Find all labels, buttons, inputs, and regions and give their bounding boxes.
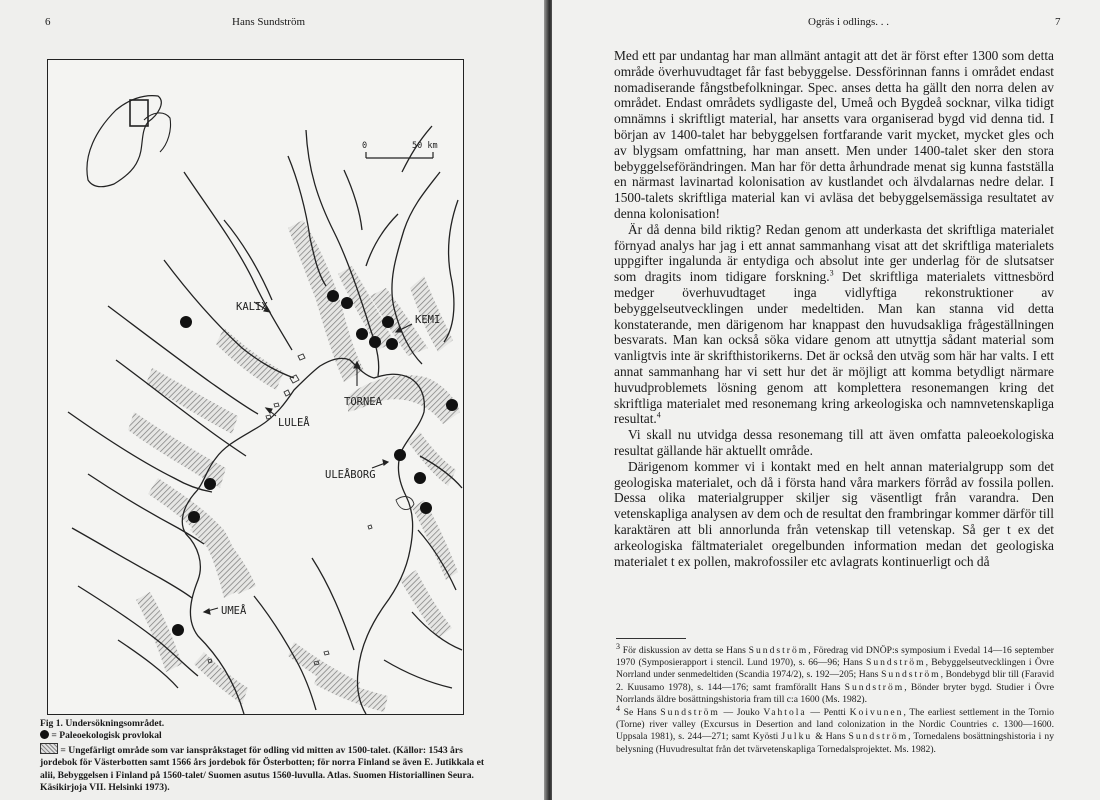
caption-legend-hatch bbox=[40, 743, 500, 795]
site-dot bbox=[341, 297, 353, 309]
site-dot bbox=[382, 316, 394, 328]
site-dot bbox=[188, 511, 200, 523]
body-text bbox=[614, 48, 1054, 569]
caption-title: Fig 1. Undersökningsområdet. bbox=[40, 718, 165, 729]
site-dot bbox=[394, 449, 406, 461]
paragraph: Vi skall nu utvidga dessa resonemang till att även omfatta paleoekologiska resultat gällande här aktuellt område. bbox=[614, 427, 1054, 458]
site-dot bbox=[356, 328, 368, 340]
label-uleaborg: ULEÅBORG bbox=[325, 469, 376, 481]
left-running-head: Hans Sundström bbox=[232, 16, 306, 28]
inset-map bbox=[87, 96, 171, 187]
legend-dot-text: = Paleoekologisk provlokal bbox=[51, 730, 162, 742]
right-page bbox=[552, 0, 1100, 800]
site-dot bbox=[327, 290, 339, 302]
site-dot bbox=[369, 336, 381, 348]
scale-zero-label: 0 bbox=[362, 141, 368, 151]
scale-bar bbox=[366, 152, 433, 158]
rivers bbox=[68, 126, 462, 710]
site-dot bbox=[386, 338, 398, 350]
figure-caption bbox=[40, 718, 500, 794]
footnote-ref: 3 bbox=[829, 268, 834, 278]
left-page bbox=[0, 0, 548, 800]
site-dot bbox=[420, 502, 432, 514]
caption-legend-dot bbox=[40, 730, 500, 742]
paragraph: Är då denna bild riktig? Redan genom att underkasta det skriftliga materialet förnyad analys har jag i ett annat sammanhang visat att det skriftliga materialets uppgifter ingalunda är entydiga och absolut inte ger underlag för de slutsatser som dragits inom tidigare forskning.$^3$ Det skriftliga materialets vittnesbörd medger överhuvudtaget inga vidlyftiga rekonstruktioner av bebyggelseutvecklingen under medeltiden. Man kan stanna vid detta konstaterande, men därigenom har knappast den huvudsakliga frågeställningen besvarats. Man kan också söka vidare genom att utnyttja sådant material som vanligtvis inte är skrifthistorikerns. Det är också den utväg som här har valts. I ett annat sammanhang har vi sett hur det är möjligt att komma betydligt närmare huvudproblemets lösning genom att komplettera resonemangen kring det skriftliga materialet med resonemang kring arkeologiska och namnvetenskapliga resultat.$^4$ bbox=[614, 221, 1054, 427]
paragraph: Med ett par undantag har man allmänt antagit att det är först efter 1300 som detta område överhuvudtaget får fast bebyggelse. Dessförinnan fanns i området endast nomadiserande fångstbefolkningar. Spec. anses detta ha gällt den norra delen av området. Endast områdets sydligaste del, Umeå och Bygdeå socknar, vilka tidigt omnämns i skriftligt material, har ansetts vara organiserad bygd vid denna tid. I början av 1400-talet har bebyggelsen fortfarande varit mycket, mycket gles och av blygsam omfattning, har man ansett. Men under 1400-talet sker den stora bebyggelseförändringen. Man har för detta århundrade menat sig kunna fastställa en närmast lavinartad kolonisation av kustlandet och älvdalarnas nedre delar. I 1500-talets skriftliga material kan vi avläsa det bebyggelsemässiga resultatet av denna kolonisation! bbox=[614, 48, 1054, 221]
map-drawing bbox=[48, 60, 463, 714]
footnote-4: $^4$ Se Hans Sundström — Jouko Vahtola — Pentti Koivunen, The earliest settlement in the Tornio (Torne) river valley (Excursus in Desertion and land colonization in the Nordic Countries c. 1300—1600. Uppsala 1981), s. 244—271; samt Kyösti Julku & Hans Sundström, Tornedalens bosättningshistoria i ny belysning (Huvudresultat från det tvärvetenskapliga Tornedalsprojektet. Ms. 1982). bbox=[616, 703, 1055, 755]
footnote-3: $^3$ För diskussion av detta se Hans Sundström, Föredrag vid DNÖP:s symposium i Evedal 14—16 september 1970 (Symposierapport i stencil. Lund 1970), s. 66—96; Hans Sundström, Bebyggelseutvecklingen i Övre Norrland under senmedeltiden (Scandia 1974/2), s. 192—205; Hans Sundström, Bondebygd blir till (Faravid 2. Kuusamo 1978), s. 144—176; samt framförallt Hans Sundström, Bönder bryter bygd. Studier i Övre Norrlands äldre bosättningshistoria fram till c:a 1600 (Ms. 1982). bbox=[616, 641, 1055, 705]
label-umea: UMEÅ bbox=[221, 605, 247, 617]
scale-max-label: 50 km bbox=[412, 141, 438, 151]
site-dot bbox=[446, 399, 458, 411]
label-lulea: LULEÅ bbox=[278, 417, 310, 429]
footnote-ref: 4 bbox=[656, 410, 661, 420]
left-page-number: 6 bbox=[45, 16, 51, 28]
site-dot bbox=[414, 472, 426, 484]
label-kalix: KALIX bbox=[236, 301, 268, 313]
paragraph: Därigenom kommer vi i kontakt med en helt annan materialgrupp som det geologiska materialet, och då i första hand våra markers förråd av fossila pollen. Dessa olika materialgrupper skiljer sig väsentligt från varandra. Den vetenskapliga analysen av dem och de resultat den frambringar kommer därför till karaktären att bli annorlunda från vetenskap till vetenskap. Så ger t ex det arkeologiska fältmaterialet oregelbunden information medan det geologiska materialet t ex pollen, makrofossiler etc avlagrats kontinuerligt och då bbox=[614, 458, 1054, 569]
site-dot bbox=[204, 478, 216, 490]
settlement-areas bbox=[128, 220, 460, 712]
footnotes bbox=[616, 641, 1055, 757]
dot-symbol bbox=[40, 730, 49, 739]
right-page-number: 7 bbox=[1055, 16, 1061, 28]
label-kemi: KEMI bbox=[415, 314, 441, 326]
legend-hatch-text: = Ungefärligt område som var ianspråkstaget för odling vid mitten av 1500-talet. (Källor: 1543 års jordebok för Västerbotten samt 1566 års jordebok för Österbotten; för norra Finland se även E. Jutikkala et alii, Bebyggelsen i Finland på 1560-talet/ Suomen asutus 1560-luvulla. Atlas. Suomen Historiallinen Seura. Käsikirjoja VII. Helsinki 1973). bbox=[40, 744, 485, 794]
hatch-symbol bbox=[40, 743, 58, 754]
footnote-rule bbox=[616, 638, 686, 639]
site-dot bbox=[172, 624, 184, 636]
site-dot bbox=[180, 316, 192, 328]
right-running-head: Ogräs i odlings. . . bbox=[808, 16, 889, 28]
label-tornea: TORNEA bbox=[344, 396, 382, 408]
study-area-map bbox=[47, 59, 464, 715]
